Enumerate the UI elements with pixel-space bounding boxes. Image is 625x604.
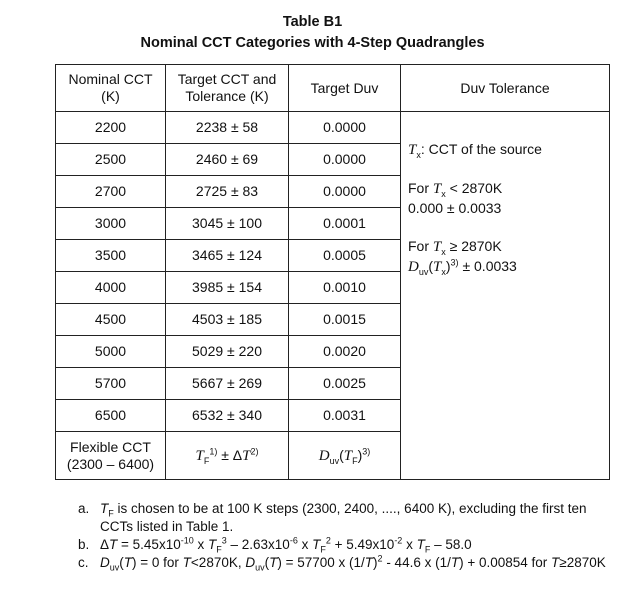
footnote-text: $\Delta T = 5.45x10^{-10}$ x $T_F^3 - 2.63x10^{-6}$ x $T_F^2 + 5.49x10^{-2}$ x $T_F - 58.0$ (100, 535, 472, 555)
footnote-label: c. (78, 555, 89, 570)
footnote-item (78, 536, 618, 554)
cell-flexible-label (56, 432, 166, 480)
header-nominal-line1: Nominal CCT (68, 71, 153, 87)
flexible-label-line2: (2300 – 6400) (66, 455, 155, 472)
cell-target: 2725 ± 83 (166, 176, 289, 208)
tolerance-low-condition: For $T_x < 2870K$ (408, 180, 503, 199)
cell-duv: 0.0031 (289, 400, 401, 432)
cell-nominal: 4500 (56, 304, 166, 336)
footnote-item (78, 500, 618, 536)
cell-target: 6532 ± 340 (166, 400, 289, 432)
cell-target: 3045 ± 100 (166, 208, 289, 240)
cell-duv: 0.0010 (289, 272, 401, 304)
tolerance-high-condition: For $T_x \ge 2870K$ (408, 238, 502, 257)
footnote-text: $T_F$ is chosen to be at 100 K steps (2300, 2400, ...., 6400 K), excluding the first ten CCTs listed in Table 1. (100, 501, 587, 534)
table-subtitle: Nominal CCT Categories with 4-Step Quadrangles (140, 35, 485, 51)
cell-target: 3985 ± 154 (166, 272, 289, 304)
cell-nominal: 4000 (56, 272, 166, 304)
header-target-cct (166, 65, 289, 112)
cell-nominal: 5700 (56, 368, 166, 400)
cell-duv: 0.0001 (289, 208, 401, 240)
header-target-line1: Target CCT and (177, 71, 277, 87)
footnote-text: $D_{uv}(T) = 0$ for T<2870K, $D_{uv}(T) = 57700$ x $(1/T)^2 - 44.6$ x (1/T) + 0.00854 for T≥2870K (100, 553, 606, 573)
table-header-row (56, 65, 610, 112)
cell-target: 5029 ± 220 (166, 336, 289, 368)
cell-duv: 0.0000 (289, 112, 401, 144)
cct-table (55, 64, 610, 480)
cell-nominal: 2700 (56, 176, 166, 208)
footnotes (78, 500, 618, 572)
tolerance-high-value: $D_{uv}(T_x)^{3)} \pm 0.0033$ (408, 257, 517, 277)
footnote-label: a. (78, 501, 90, 516)
footnote-label: b. (78, 537, 90, 552)
cell-nominal: 3500 (56, 240, 166, 272)
cell-target: 4503 ± 185 (166, 304, 289, 336)
cell-target: 2238 ± 58 (166, 112, 289, 144)
cell-target: 2460 ± 69 (166, 144, 289, 176)
cell-nominal: 5000 (56, 336, 166, 368)
cell-target: 3465 ± 124 (166, 240, 289, 272)
footnote-item (78, 554, 618, 572)
cell-flexible-target: $T_F^{1)} \pm \Delta T^{2)}$ (166, 432, 289, 480)
cell-duv: 0.0000 (289, 176, 401, 208)
duv-tolerance-cell (401, 112, 610, 480)
cell-nominal: 2500 (56, 144, 166, 176)
cell-duv: 0.0020 (289, 336, 401, 368)
cell-duv: 0.0025 (289, 368, 401, 400)
cell-flexible-duv: $D_{uv}(T_F)^{3)}$ (289, 432, 401, 480)
header-duv-tolerance: Duv Tolerance (401, 65, 610, 112)
tolerance-definition: $T_x$: CCT of the source (408, 141, 542, 160)
cell-duv: 0.0000 (289, 144, 401, 176)
cell-duv: 0.0005 (289, 240, 401, 272)
cell-nominal: 2200 (56, 112, 166, 144)
flexible-label-line1: Flexible CCT (70, 438, 151, 455)
table-title: Table B1 (282, 14, 343, 30)
cell-target: 5667 ± 269 (166, 368, 289, 400)
cell-nominal: 3000 (56, 208, 166, 240)
cell-nominal: 6500 (56, 400, 166, 432)
header-target-duv: Target Duv (289, 65, 401, 112)
table-row (56, 112, 610, 144)
cell-duv: 0.0015 (289, 304, 401, 336)
header-nominal-line2: (K) (101, 88, 120, 104)
tolerance-low-value: 0.000 ± 0.0033 (408, 200, 502, 216)
header-nominal-cct (56, 65, 166, 112)
header-target-line2: Tolerance (K) (185, 88, 269, 104)
